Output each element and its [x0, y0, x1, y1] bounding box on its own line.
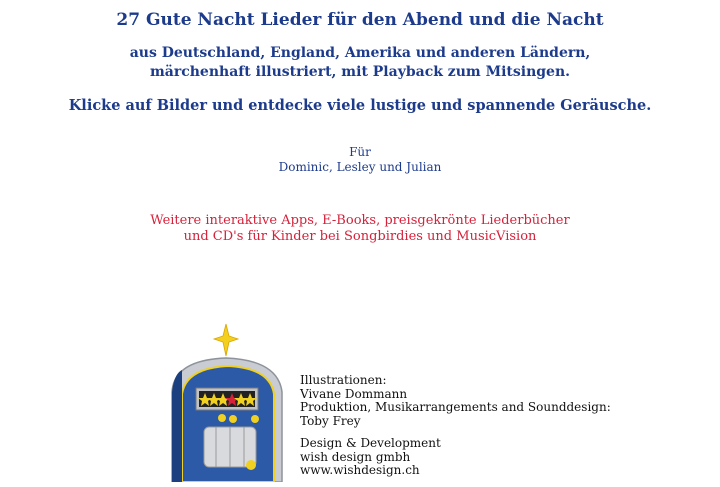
star-icon [214, 324, 238, 356]
subtitle [0, 44, 720, 82]
website-link[interactable]: www.wishdesign.ch [300, 463, 420, 477]
hint-text: Klicke auf Bilder und entdecke viele lustige und spannende Geräusche. [68, 97, 652, 114]
slot-machine-illustration[interactable] [160, 322, 300, 482]
promo-line-1[interactable]: Weitere interaktive Apps, E-Books, preisgekrönte Liederbücher [150, 213, 570, 228]
illustrations-label: Illustrationen: [300, 373, 387, 387]
producer-name: Toby Frey [300, 413, 361, 428]
credits [300, 374, 611, 487]
reel-stars [198, 391, 257, 407]
dedication [0, 145, 720, 175]
dedication-label: Für [349, 145, 371, 159]
illustrator-name: Vivane Dommann [300, 386, 408, 401]
promo-link[interactable] [0, 213, 720, 245]
subtitle-line-1: aus Deutschland, England, Amerika und anderen Ländern, [129, 45, 591, 61]
design-label: Design & Development [300, 436, 441, 450]
company-name: wish design gmbh [300, 449, 411, 464]
subtitle-line-2: märchenhaft illustriert, mit Playback zum Mitsingen. [149, 64, 571, 80]
promo-line-2[interactable]: und CD's für Kinder bei Songbirdies und MusicVision [183, 229, 537, 244]
page-title: 27 Gute Nacht Lieder für den Abend und die Nacht [116, 10, 604, 30]
dedication-names: Dominic, Lesley und Julian [278, 160, 442, 174]
production-label: Produktion, Musikarrangements and Sounddesign: [300, 400, 611, 414]
